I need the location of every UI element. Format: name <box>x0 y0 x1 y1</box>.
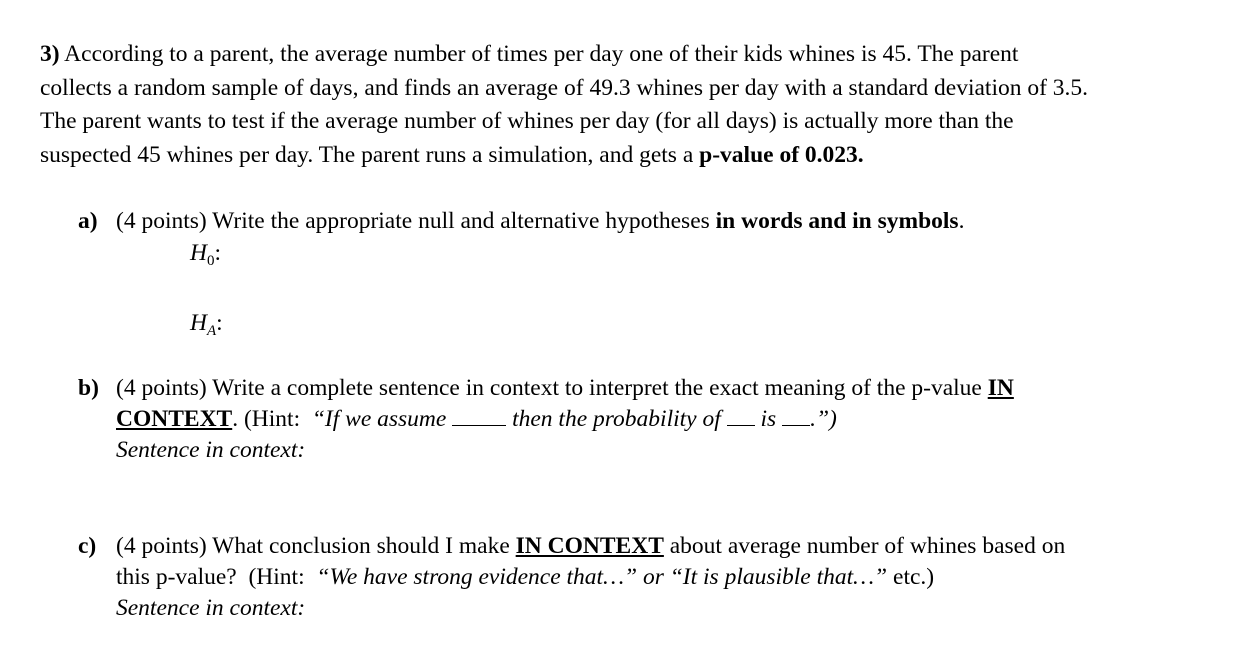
problem-statement <box>40 38 1220 172</box>
part-c-sentence-text: Sentence in context: <box>116 595 306 621</box>
h0-subscript: 0 <box>206 253 215 269</box>
part-c-line-2 <box>78 562 1198 593</box>
part-b-text: (4 points) Write a complete sentence in context to interpret the exact meaning of the p-value <box>116 375 988 401</box>
problem-line-4 <box>40 139 1220 173</box>
part-a-text: (4 points) Write the appropriate null and alternative hypotheses <box>116 208 716 234</box>
part-c-text-2: about average number of whines based on <box>663 533 1066 559</box>
h0-base: H <box>190 240 207 266</box>
part-c-hint-2: “It is plausible that…” <box>669 564 888 590</box>
part-b-period: . <box>232 406 244 432</box>
part-c-text: (4 points) What conclusion should I make <box>116 533 516 559</box>
part-b-line-2 <box>78 404 1198 435</box>
part-c-in-context-underlined: IN CONTEXT <box>515 533 664 559</box>
part-a <box>78 206 1198 237</box>
ha-colon: : <box>216 310 223 336</box>
part-c-hint-label: (Hint: <box>248 564 317 590</box>
part-a-end: . <box>958 208 965 234</box>
problem-text-1: According to a parent, the average number of times per day one of their kids whines is 45. The parent <box>64 41 1019 67</box>
part-b <box>78 373 1198 466</box>
alternative-hypothesis-label <box>190 310 223 340</box>
blank-probability <box>727 405 755 426</box>
part-b-question <box>116 373 1198 404</box>
blank-assumption <box>452 405 506 426</box>
blank-value <box>782 405 810 426</box>
part-b-sentence-label <box>78 435 1198 466</box>
part-b-hint-label: (Hint: <box>243 406 312 432</box>
null-hypothesis-label <box>190 240 221 270</box>
part-b-hint-4: .”) <box>810 406 837 432</box>
p-value-highlight: p-value of 0.023. <box>699 141 864 168</box>
part-c-or: or <box>637 564 670 590</box>
part-b-in-underlined: IN <box>987 375 1014 401</box>
ha-base: H <box>190 310 207 336</box>
part-a-question <box>116 206 1198 237</box>
part-c-hint-1: “We have strong evidence that…” <box>316 564 638 590</box>
part-c <box>78 531 1198 624</box>
part-c-pvalue-question: this p-value? <box>116 564 249 590</box>
part-c-etc: etc.) <box>887 564 935 590</box>
ha-subscript: A <box>206 323 217 339</box>
part-a-emphasis: in words and in symbols <box>715 208 959 234</box>
part-c-sentence-label <box>78 593 1198 624</box>
problem-line-3: The parent wants to test if the average number of whines per day (for all days) is actually more than the <box>40 108 1014 134</box>
part-b-hint-2: then the probability of <box>506 406 727 432</box>
problem-text-4: suspected 45 whines per day. The parent runs a simulation, and gets a <box>40 141 700 168</box>
part-b-hint-1: “If we assume <box>311 406 453 432</box>
part-c-letter: c) <box>78 533 97 559</box>
part-b-letter: b) <box>78 375 99 401</box>
part-b-hint-3: is <box>754 406 783 432</box>
problem-line-2: collects a random sample of days, and finds an average of 49.3 whines per day with a standard deviation of 3.5. <box>40 74 1089 101</box>
part-c-question <box>116 531 1198 562</box>
part-b-context-underlined: CONTEXT <box>116 406 233 432</box>
part-b-sentence-text: Sentence in context: <box>116 437 306 463</box>
problem-number: 3) <box>40 41 60 67</box>
h0-colon: : <box>214 240 222 266</box>
problem-line-1 <box>40 38 1220 72</box>
part-a-letter: a) <box>78 208 98 234</box>
